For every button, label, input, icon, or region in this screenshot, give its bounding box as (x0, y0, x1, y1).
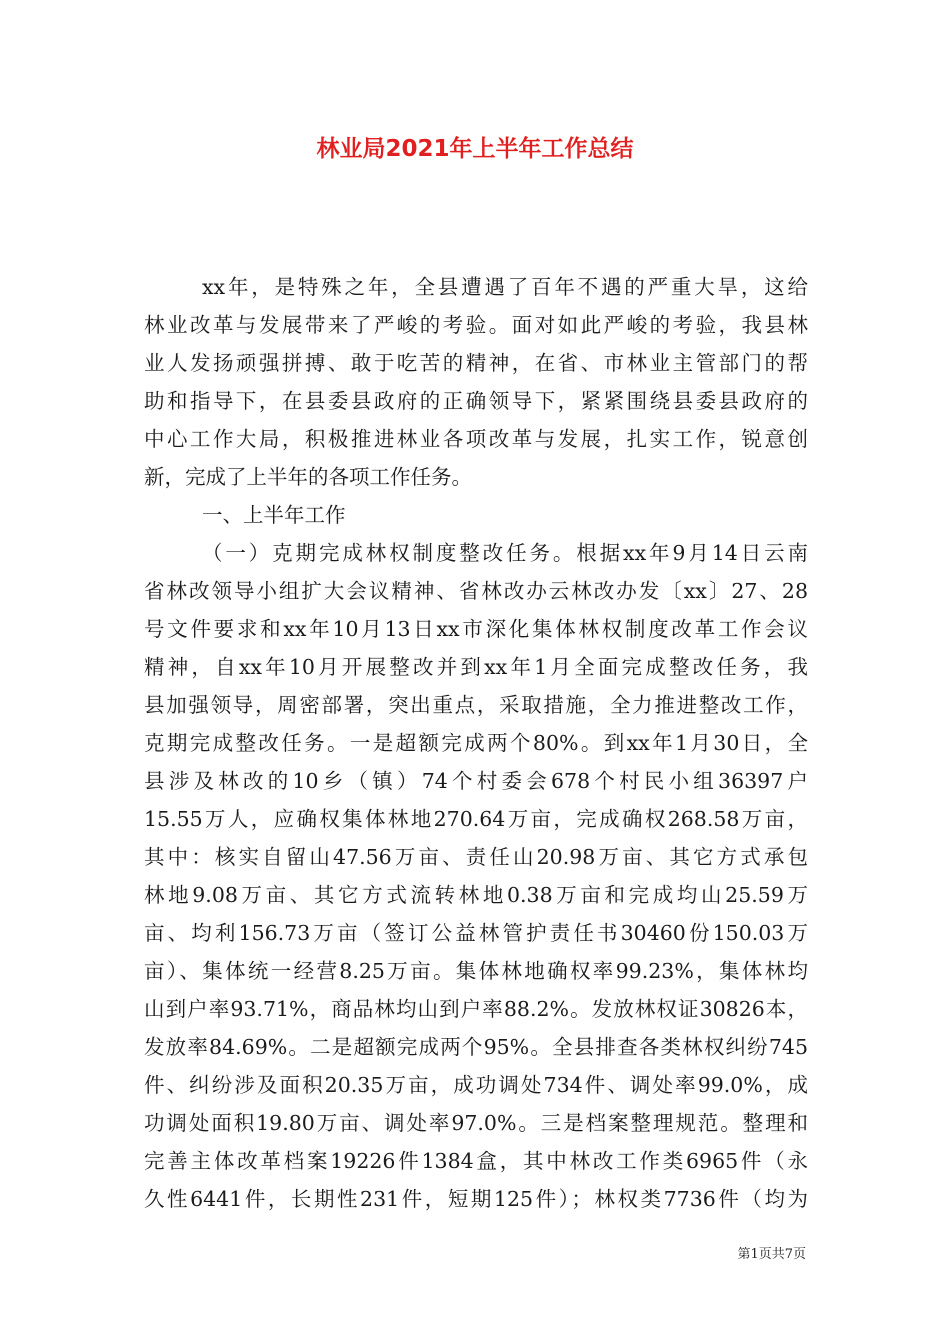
paragraph-line: 完善主体改革档案19226件1384盒，其中林改工作类6965件（永 (144, 1149, 808, 1173)
paragraph-line: （一）克期完成林权制度整改任务。根据xx年9月14日云南 (202, 541, 808, 565)
paragraph-line: 助和指导下，在县委县政府的正确领导下，紧紧围绕县委县政府的 (144, 389, 808, 413)
document-title: 林业局2021年上半年工作总结 (316, 136, 634, 162)
paragraph-line: 发放率84.69%。二是超额完成两个95%。全县排查各类林权纠纷745 (144, 1035, 808, 1059)
paragraph-line: 中心工作大局，积极推进林业各项改革与发展，扎实工作，锐意创 (144, 427, 808, 451)
paragraph-line: 林地9.08万亩、其它方式流转林地0.38万亩和完成均山25.59万 (144, 883, 808, 907)
paragraph-line: 亩）、集体统一经营8.25万亩。集体林地确权率99.23%，集体林均 (144, 959, 808, 983)
page-number: 第1页共7页 (737, 1247, 806, 1262)
paragraph-line: 其中：核实自留山47.56万亩、责任山20.98万亩、其它方式承包 (144, 845, 808, 869)
paragraph-line: 省林改领导小组扩大会议精神、省林改办云林改办发〔xx〕27、28 (144, 579, 808, 603)
paragraph-line: 新，完成了上半年的各项工作任务。 (144, 465, 472, 489)
paragraph-line: 功调处面积19.80万亩、调处率97.0%。三是档案整理规范。整理和 (144, 1111, 808, 1135)
paragraph-line: 久性6441件，长期性231件，短期125件）；林权类7736件（均为 (144, 1187, 808, 1211)
paragraph-line: 15.55万人，应确权集体林地270.64万亩，完成确权268.58万亩， (144, 807, 808, 831)
paragraph-line: 号文件要求和xx年10月13日xx市深化集体林权制度改革工作会议 (144, 617, 808, 641)
document-body (144, 268, 808, 1218)
paragraph-line: 亩、均利156.73万亩（签订公益林管护责任书30460份150.03万 (144, 921, 808, 945)
paragraph-line: 县涉及林改的10乡（镇）74个村委会678个村民小组36397户 (144, 769, 808, 793)
paragraph-line: 山到户率93.71%，商品林均山到户率88.2%。发放林权证30826本， (144, 997, 808, 1021)
paragraph-line: 克期完成整改任务。一是超额完成两个80%。到xx年1月30日，全 (144, 731, 808, 755)
section-heading: 一、上半年工作 (202, 503, 346, 527)
paragraph-line: 件、纠纷涉及面积20.35万亩，成功调处734件、调处率99.0%，成 (144, 1073, 808, 1097)
paragraph-line: xx年，是特殊之年，全县遭遇了百年不遇的严重大旱，这给 (202, 275, 808, 299)
paragraph-line: 业人发扬顽强拼搏、敢于吃苦的精神，在省、市林业主管部门的帮 (144, 351, 808, 375)
paragraph-line: 县加强领导，周密部署，突出重点，采取措施，全力推进整改工作， (144, 693, 808, 717)
paragraph-line: 精神，自xx年10月开展整改并到xx年1月全面完成整改任务，我 (144, 655, 808, 679)
paragraph-line: 林业改革与发展带来了严峻的考验。面对如此严峻的考验，我县林 (144, 313, 808, 337)
